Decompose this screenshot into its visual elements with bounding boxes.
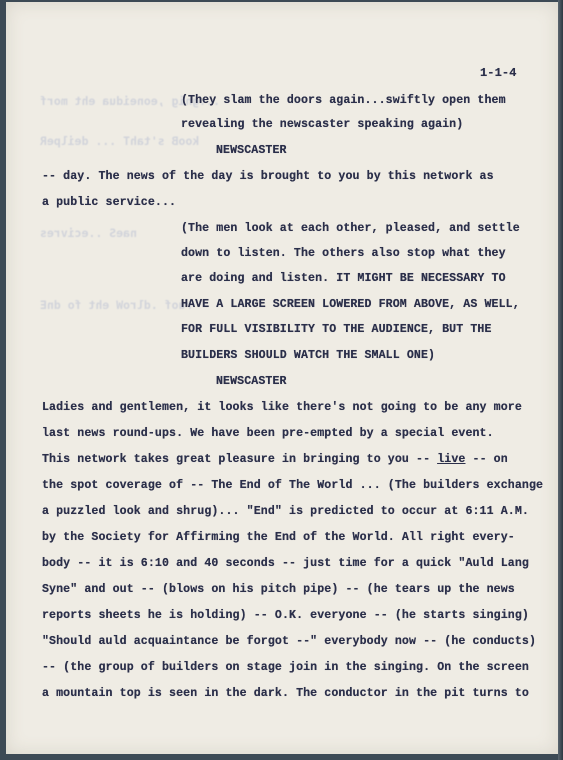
stage-direction: FOR FULL VISIBILITY TO THE AUDIENCE, BUT THE [181,323,492,336]
dialogue-text: This network takes great pleasure in bringing to you -- [42,453,438,466]
dialogue-line: body -- it is 6:10 and 40 seconds -- just time for a quick "Auld Lang [42,557,529,570]
dialogue-line: "Should auld acquaintance be forgot --" everybody now -- (he conducts) [42,635,537,648]
stage-direction: (The men look at each other, pleased, and settle [181,222,520,235]
stage-direction: (They slam the doors again...swiftly open them [181,94,506,107]
dialogue-line: -- (the group of builders on stage join in the singing. On the screen [42,661,529,674]
dialogue-line: Syne" and out -- (blows on his pitch pipe) -- (he tears up the news [42,583,515,596]
character-name: NEWSCASTER [216,375,287,388]
dialogue-line: Ladies and gentlemen, it looks like there's not going to be any more [42,401,522,414]
show-through-text: ...gnig ,eoneidua eht morf [40,94,221,108]
dialogue-line: by the Society for Affirming the End of the World. All right every- [42,531,515,544]
show-through-text: naeS ..ecivres [40,226,137,240]
underlined-word: live [437,453,466,466]
stage-direction: down to listen. The others also stop what they [181,247,506,260]
show-through-text: kooB s'tahT ... deilpeR [40,134,200,148]
dialogue-line: a public service... [42,196,177,209]
scan-edge [558,0,563,760]
stage-direction: HAVE A LARGE SCREEN LOWERED FROM ABOVE, AS WELL, [181,298,520,311]
stage-direction: BUILDERS SHOULD WATCH THE SMALL ONE) [181,349,436,362]
dialogue-line [42,453,508,466]
character-name: NEWSCASTER [216,144,287,157]
dialogue-line: a mountain top is seen in the dark. The conductor in the pit turns to [42,687,529,700]
stage-direction: are doing and listen. IT MIGHT BE NECESSARY TO [181,272,506,285]
dialogue-text: -- on [465,453,508,466]
show-through-text: ruof .dlroW eht fo dnE [40,298,193,312]
dialogue-line: the spot coverage of -- The End of The World ... (The builders exchange [42,479,544,492]
script-page [6,2,558,754]
dialogue-line: a puzzled look and shrug)... "End" is predicted to occur at 6:11 A.M. [42,505,529,518]
stage-direction: revealing the newscaster speaking again) [181,118,464,131]
page-number: 1-1-4 [480,66,517,80]
dialogue-line: last news round-ups. We have been pre-empted by a special event. [42,427,494,440]
dialogue-line: -- day. The news of the day is brought to you by this network as [42,170,494,183]
dialogue-line: reports sheets he is holding) -- O.K. everyone -- (he starts singing) [42,609,529,622]
